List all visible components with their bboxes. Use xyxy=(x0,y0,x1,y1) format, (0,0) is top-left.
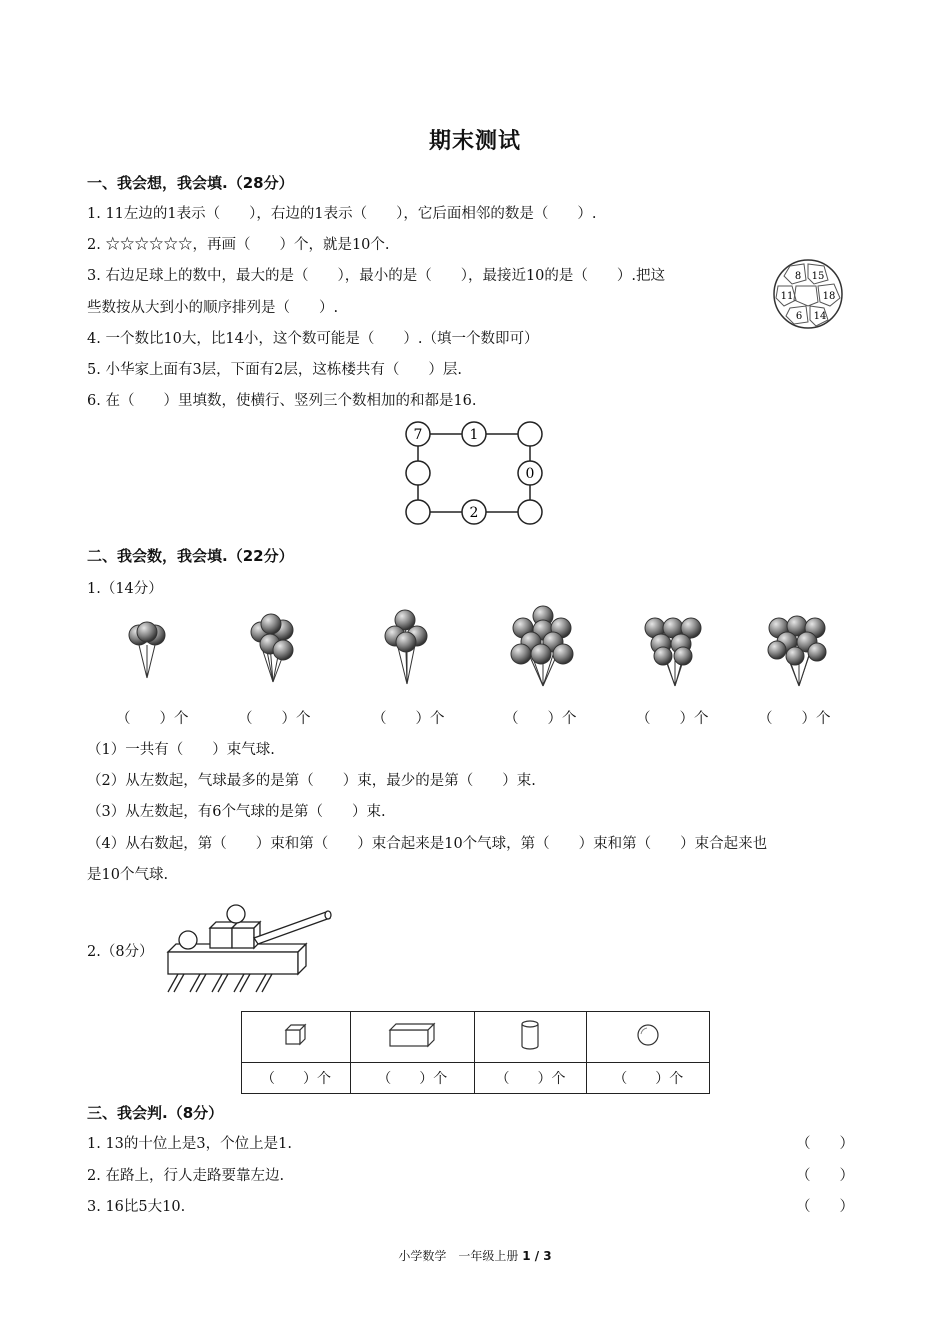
sphere-icon xyxy=(635,1022,661,1048)
sphere-cell xyxy=(587,1012,710,1063)
cylinder-cell xyxy=(474,1012,587,1063)
football-number-18: 18 xyxy=(822,291,836,302)
question-2-1-label: 1.（14分） xyxy=(87,581,163,597)
question-2-1-sub1: （1）一共有（ ）束气球. xyxy=(87,742,275,758)
question-1-5: 5. 小华家上面有3层，下面有2层，这栋楼共有（ ）层. xyxy=(87,362,463,378)
football-number-8: 8 xyxy=(794,271,802,282)
grid-number-1: 1 xyxy=(469,427,479,443)
balloon-bunch-5 xyxy=(645,618,701,686)
question-2-1-sub4-line1: （4）从右数起，第（ ）束和第（ ）束合起来是10个气球，第（ ）束和第（ ）束合起来也 xyxy=(87,836,768,852)
cuboid-count-cell[interactable]: （ ）个 xyxy=(351,1062,474,1093)
balloon-count-5[interactable]: （ ）个 xyxy=(636,711,709,727)
grid-number-0: 0 xyxy=(525,466,535,482)
question-1-3-line2: 些数按从大到小的顺序排列是（ ）. xyxy=(87,300,339,316)
football-number-14: 14 xyxy=(813,311,827,322)
number-square-grid xyxy=(400,418,548,530)
question-2-1-sub4-line2: 是10个气球. xyxy=(87,867,169,883)
question-2-1-sub2: （2）从左数起，气球最多的是第（ ）束，最少的是第（ ）束. xyxy=(87,773,536,789)
balloon-bunch-3 xyxy=(385,610,427,684)
grid-circle-bottom-left[interactable] xyxy=(406,500,430,524)
football-number-15: 15 xyxy=(811,271,825,282)
cuboid-cell xyxy=(351,1012,474,1063)
balloon-count-4[interactable]: （ ）个 xyxy=(504,711,577,727)
judge-item-3: 3. 16比5大10. xyxy=(87,1199,186,1215)
balloon-count-2[interactable]: （ ）个 xyxy=(238,711,311,727)
question-1-2: 2. ☆☆☆☆☆☆，再画（ ）个，就是10个. xyxy=(87,237,390,253)
cylinder-icon xyxy=(518,1019,542,1051)
balloon-count-6[interactable]: （ ）个 xyxy=(758,711,831,727)
balloon-bunches xyxy=(95,600,875,700)
grid-number-2: 2 xyxy=(469,505,479,521)
football-number-11: 11 xyxy=(780,291,794,302)
cube-icon xyxy=(284,1023,308,1047)
sphere-count-cell[interactable]: （ ）个 xyxy=(587,1062,710,1093)
section-2-heading: 二、我会数，我会填.（22分） xyxy=(87,547,294,565)
cylinder-count-cell[interactable]: （ ）个 xyxy=(474,1062,587,1093)
grid-circle-mid-left[interactable] xyxy=(406,461,430,485)
question-1-6: 6. 在（ ）里填数，使横行、竖列三个数相加的和都是16. xyxy=(87,393,477,409)
grid-number-7: 7 xyxy=(413,427,423,443)
question-1-3-line1: 3. 右边足球上的数中，最大的是（ ），最小的是（ ），最接近10的是（ ）.把这 xyxy=(87,268,665,284)
judge-answer-1[interactable]: （ ） xyxy=(796,1136,854,1152)
cube-count-cell[interactable]: （ ）个 xyxy=(242,1062,351,1093)
question-2-1-sub3: （3）从左数起，有6个气球的是第（ ）束. xyxy=(87,804,386,820)
football-number-6: 6 xyxy=(795,311,803,322)
balloon-bunch-4 xyxy=(511,606,573,686)
section-3-heading: 三、我会判.（8分） xyxy=(87,1104,224,1122)
balloon-bunch-1 xyxy=(129,622,165,678)
judge-item-2: 2. 在路上，行人走路要靠左边. xyxy=(87,1168,285,1184)
balloon-bunch-2 xyxy=(251,614,293,682)
football-figure xyxy=(772,258,844,330)
question-1-1: 1. 11左边的1表示（ ），右边的1表示（ ），它后面相邻的数是（ ）. xyxy=(87,206,597,222)
grid-circle-bottom-right[interactable] xyxy=(518,500,542,524)
cuboid-icon xyxy=(388,1022,436,1048)
page-number: 1 / 3 xyxy=(522,1249,552,1263)
section-1-heading: 一、我会想，我会填.（28分） xyxy=(87,174,294,192)
balloon-count-3[interactable]: （ ）个 xyxy=(372,711,445,727)
question-1-4: 4. 一个数比10大，比14小，这个数可能是（ ）.（填一个数即可） xyxy=(87,331,539,347)
balloon-bunch-6 xyxy=(768,616,826,686)
grid-circle-top-right[interactable] xyxy=(518,422,542,446)
question-2-2-label: 2.（8分） xyxy=(87,944,154,960)
page-title: 期末测试 xyxy=(428,129,521,154)
cube-cell xyxy=(242,1012,351,1063)
toy-machine-figure xyxy=(160,900,335,1000)
judge-item-1: 1. 13的十位上是3，个位上是1. xyxy=(87,1136,292,1152)
judge-answer-2[interactable]: （ ） xyxy=(796,1168,854,1184)
footer-text: 小学数学 一年级上册 xyxy=(398,1249,519,1263)
judge-answer-3[interactable]: （ ） xyxy=(796,1199,854,1215)
shapes-count-table xyxy=(241,1011,710,1094)
page-footer xyxy=(0,1247,950,1264)
balloon-count-1[interactable]: （ ）个 xyxy=(116,711,189,727)
